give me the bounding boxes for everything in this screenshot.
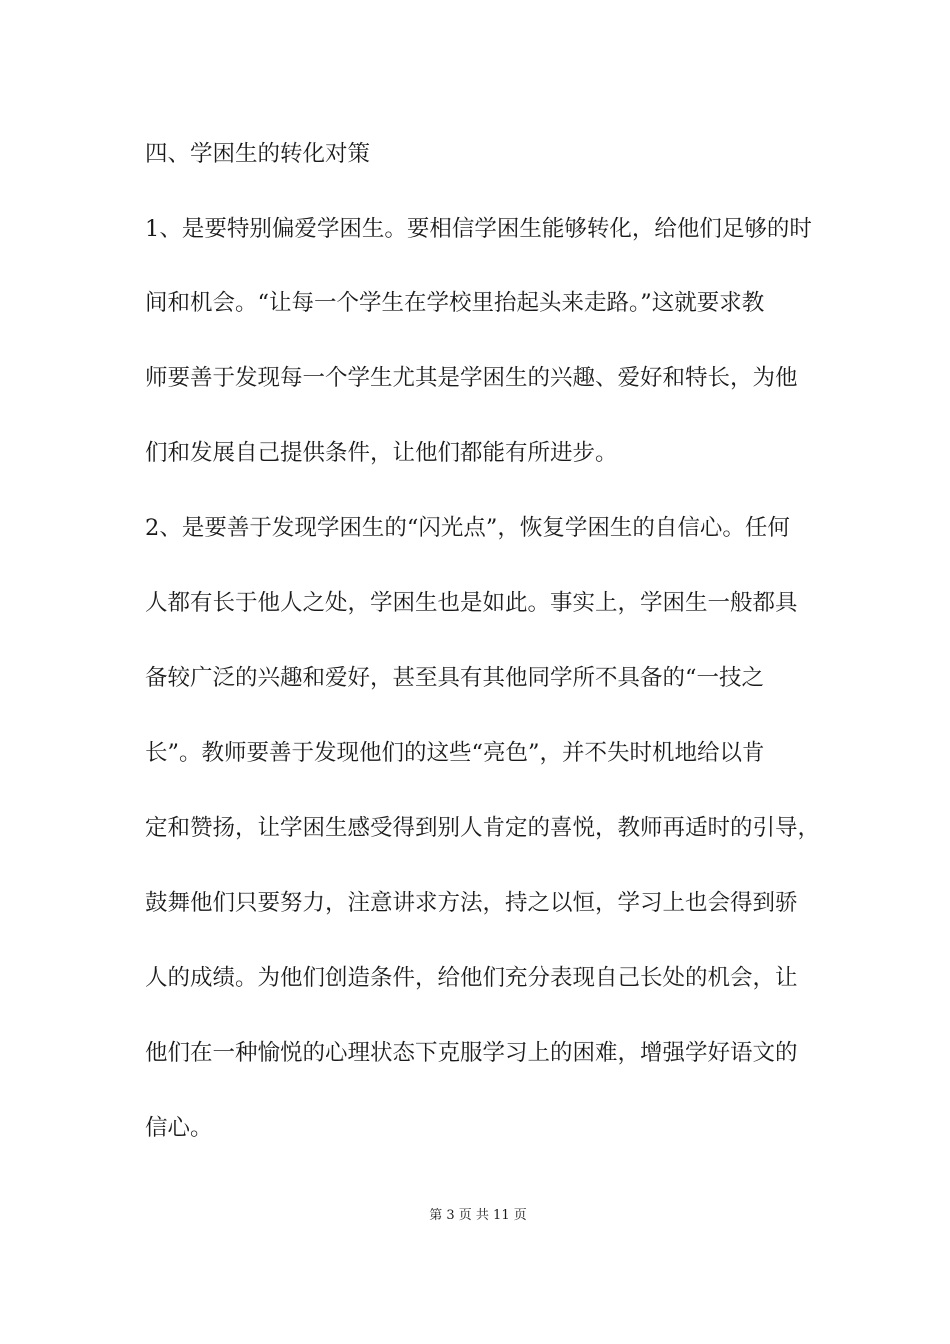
page-number-footer: 第 3 页 共 11 页 [429, 1208, 527, 1223]
paragraph-line: 人的成绩。为他们创造条件，给他们充分表现自己长处的机会，让 [145, 965, 798, 991]
paragraph-line: 间和机会。“让每一个学生在学校里抬起头来走路。”这就要求教 [145, 290, 765, 316]
paragraph-line: 鼓舞他们只要努力，注意讲求方法，持之以恒，学习上也会得到骄 [145, 890, 798, 916]
paragraph-line: 们和发展自己提供条件，让他们都能有所进步。 [145, 440, 618, 466]
paragraph-line: 人都有长于他人之处，学困生也是如此。事实上，学困生一般都具 [145, 590, 798, 616]
paragraph-line: 长”。教师要善于发现他们的这些“亮色”，并不失时机地给以肯 [145, 740, 765, 766]
paragraph-line: 他们在一种愉悦的心理状态下克服学习上的困难，增强学好语文的 [145, 1040, 798, 1066]
paragraph-line: 信心。 [145, 1115, 213, 1141]
paragraph-line: 定和赞扬，让学困生感受得到别人肯定的喜悦，教师再适时的引导， [145, 815, 821, 841]
section-heading: 四、学困生的转化对策 [145, 141, 371, 167]
paragraph-line: 2、是要善于发现学困生的“闪光点”，恢复学困生的自信心。任何 [145, 515, 790, 541]
paragraph-line: 备较广泛的兴趣和爱好，甚至具有其他同学所不具备的“一技之 [145, 665, 765, 691]
paragraph-line: 1、是要特别偏爱学困生。要相信学困生能够转化，给他们足够的时 [145, 216, 812, 242]
paragraph-line: 师要善于发现每一个学生尤其是学困生的兴趣、爱好和特长，为他 [145, 365, 798, 391]
